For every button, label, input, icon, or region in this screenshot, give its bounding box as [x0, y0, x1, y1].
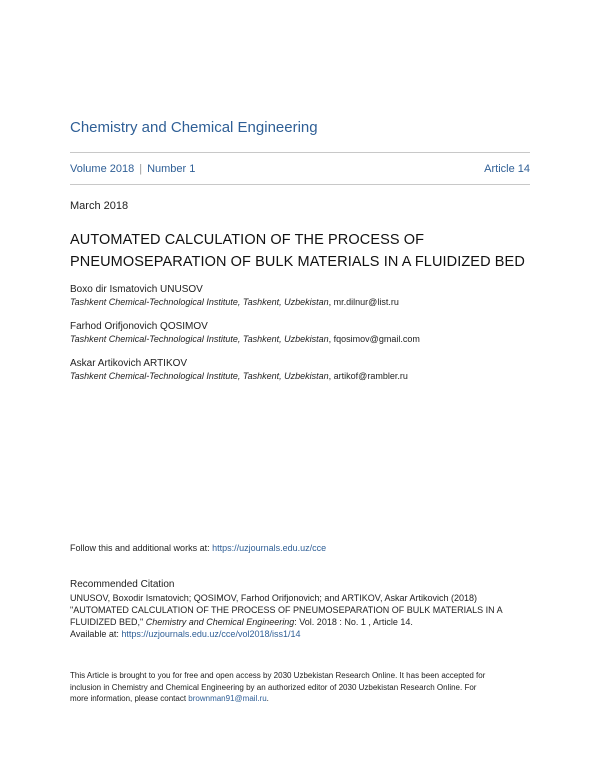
notice-contact-text: more information, please contact [70, 694, 189, 703]
notice-line-2: inclusion in Chemistry and Chemical Engineering by an authorized editor of 2030 Uzbekistan Research Online. For [70, 682, 477, 692]
affiliation-text: Tashkent Chemical-Technological Institute, Tashkent, Uzbekistan [70, 371, 329, 381]
publication-date: March 2018 [70, 200, 129, 212]
title-line-2: PNEUMOSEPARATION OF BULK MATERIALS IN A FLUIDIZED BED [70, 254, 525, 270]
citation-block [70, 592, 535, 640]
title-line-1: AUTOMATED CALCULATION OF THE PROCESS OF [70, 232, 425, 248]
affiliation-text: Tashkent Chemical-Technological Institute, Tashkent, Uzbekistan [70, 334, 329, 344]
affiliation-text: Tashkent Chemical-Technological Institute, Tashkent, Uzbekistan [70, 297, 329, 307]
citation-line-4 [70, 628, 535, 640]
contact-email-link[interactable]: brownman91@mail.ru [188, 694, 267, 703]
issue-divider [70, 184, 530, 185]
follow-text: Follow this and additional works at: [70, 543, 213, 553]
issue-info-row [70, 163, 530, 175]
number-link[interactable]: Number 1 [147, 163, 196, 175]
author-affiliation: Tashkent Chemical-Technological Institute, Tashkent, Uzbekistan, artikof@rambler.ru [70, 371, 408, 381]
citation-volume: : Vol. 2018 : No. 1 , Article 14. [294, 617, 413, 627]
citation-title-end: FLUIDIZED BED," [70, 617, 146, 627]
citation-journal: Chemistry and Chemical Engineering [145, 617, 295, 627]
author-email: fqosimov@gmail.com [333, 334, 420, 344]
citation-line-1: UNUSOV, Boxodir Ismatovich; QOSIMOV, Farhod Orifjonovich; and ARTIKOV, Askar Artikovich (2018) [70, 593, 478, 603]
notice-line-3 [70, 693, 535, 705]
author-entry [70, 357, 540, 383]
article-link[interactable]: Article 14 [484, 163, 530, 175]
notice-line-1: This Article is brought to you for free and open access by 2030 Uzbekistan Research Online. It has been accepted for [70, 671, 486, 680]
author-name: Farhod Orifjonovich QOSIMOV [70, 321, 208, 332]
author-name: Boxo dir Ismatovich UNUSOV [70, 284, 203, 295]
access-notice [70, 670, 535, 705]
author-name: Askar Artikovich ARTIKOV [70, 358, 188, 369]
author-affiliation: Tashkent Chemical-Technological Institute, Tashkent, Uzbekistan, mr.dilnur@list.ru [70, 297, 399, 307]
journal-title[interactable]: Chemistry and Chemical Engineering [70, 119, 318, 136]
top-divider [70, 152, 530, 153]
author-entry [70, 283, 540, 309]
author-list [70, 283, 540, 394]
author-email: artikof@rambler.ru [333, 371, 408, 381]
notice-period: . [266, 694, 269, 703]
citation-line-2: "AUTOMATED CALCULATION OF THE PROCESS OF PNEUMOSEPARATION OF BULK MATERIALS IN A [70, 605, 503, 615]
recommended-citation-heading: Recommended Citation [70, 579, 175, 590]
author-entry [70, 320, 540, 346]
citation-link[interactable]: https://uzjournals.edu.uz/cce/vol2018/iss1/14 [121, 629, 301, 639]
available-label: Available at: [70, 629, 122, 639]
volume-number-group [70, 163, 195, 175]
citation-line-3 [70, 616, 535, 628]
follow-line [70, 543, 326, 553]
follow-link[interactable]: https://uzjournals.edu.uz/cce [212, 543, 327, 553]
separator: | [139, 163, 143, 175]
author-affiliation: Tashkent Chemical-Technological Institute, Tashkent, Uzbekistan, fqosimov@gmail.com [70, 334, 420, 344]
article-title [70, 229, 540, 273]
author-email: mr.dilnur@list.ru [333, 297, 399, 307]
volume-link[interactable]: Volume 2018 [70, 163, 135, 175]
